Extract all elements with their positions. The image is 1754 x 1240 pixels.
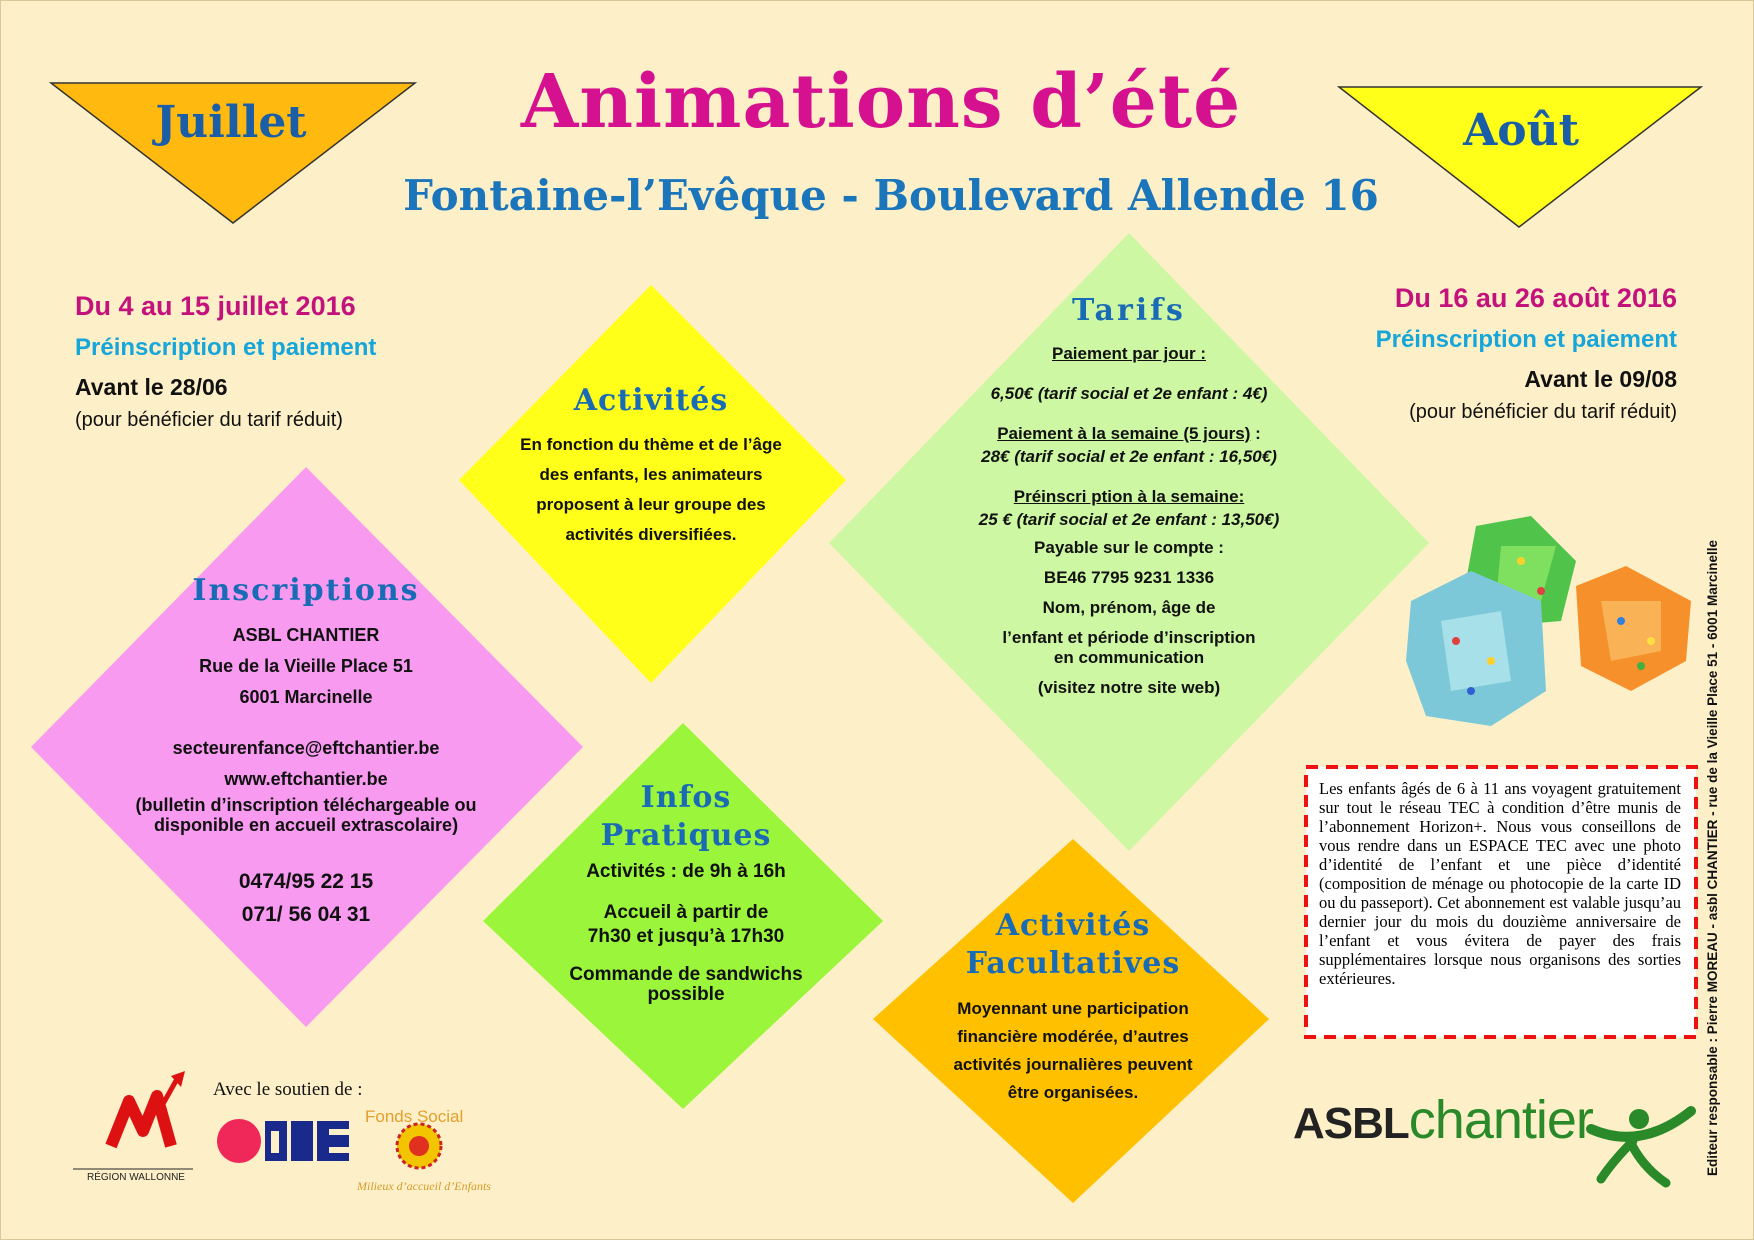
tarifs-semaine-value: 28€ (tarif social et 2e enfant : 16,50€) [981, 447, 1277, 466]
infos-hours: Activités : de 9h à 16h [586, 861, 786, 882]
region-wallonne-text: RÉGION WALLONNE [87, 1172, 185, 1183]
inscriptions-phone1: 0474/95 22 15 [238, 870, 374, 893]
facultatives-title-line1: Activités [995, 908, 1151, 943]
inscriptions-contact [101, 733, 511, 795]
tarifs-title: Tarifs [1072, 293, 1186, 328]
tarifs-preinscri-value: 25 € (tarif social et 2e enfant : 13,50€) [978, 510, 1280, 529]
page-title: Animations d’été [520, 59, 1242, 145]
facultatives-text [913, 995, 1233, 1107]
facultatives-section [913, 907, 1233, 1107]
infos-accueil [541, 901, 831, 949]
tarifs-semaine-colon: : [1250, 424, 1261, 443]
tarifs-semaine-label: Paiement à la semaine (5 jours) [997, 424, 1251, 443]
facultatives-line: financière modérée, d’autres [957, 1027, 1189, 1046]
inscriptions-phone2: 071/ 56 04 31 [241, 903, 371, 926]
tarifs-comm3: en communication [1053, 648, 1205, 667]
sponsors-label: Avec le soutien de : [213, 1079, 363, 1100]
july-dates: Du 4 au 15 juillet 2016 [75, 291, 356, 321]
tarifs-preinscri-label: Préinscri ption à la semaine: [1013, 487, 1245, 506]
tarifs-jour-value: 6,50€ (tarif social et 2e enfant : 4€) [990, 384, 1268, 403]
activites-line: des enfants, les animateurs [539, 465, 763, 484]
logo-chantier: chantier [1408, 1090, 1593, 1150]
tarifs-semaine-label-row [929, 424, 1329, 444]
infos-sandwich-line2: possible [647, 984, 725, 1005]
august-deadline: Avant le 09/08 [1524, 366, 1677, 392]
infos-title-line1: Infos [640, 780, 732, 815]
facultatives-title [913, 907, 1233, 983]
asbl-chantier-logo [1293, 1089, 1593, 1151]
inscriptions-phones [101, 865, 511, 931]
fonds-social-subtext: Milieux d’accueil d’Enfants [357, 1179, 491, 1193]
august-dates: Du 16 au 26 août 2016 [1394, 283, 1677, 313]
editor-text: Editeur responsable : Pierre MOREAU - asbl CHANTIER - rue de la Vieille Place 51 - 6001 Marcinelle [1705, 540, 1720, 1176]
fonds-social-text: Fonds Social [365, 1107, 464, 1126]
activites-line: activités diversifiées. [565, 525, 737, 544]
facultatives-line: Moyennant une participation [957, 999, 1189, 1018]
july-label: Juillet [155, 97, 307, 148]
tec-note: Les enfants âgés de 6 à 11 ans voyagent gratuitement sur tout le réseau TEC à condition d’être munis de l’abonnement Horizon+. Nous vous conseillons de vous rendre dans un ESPACE TEC avec une photo d’identité de l’enfant et une pièce d’identité (composition de ménage ou photocopie de la carte ID ou du passeport). Cet abonnement est valable jusqu’au dernier jour du mois du douzième anniversaire de l’enfant et vous évitera de payer des frais supplémentaires lorsque nous organisons des sorties extérieures. [1319, 779, 1681, 988]
activites-title: Activités [573, 383, 729, 418]
tarifs-account: BE46 7795 9231 1336 [1043, 568, 1215, 587]
tarifs-comm2: l’enfant et période d’inscription [1002, 628, 1256, 647]
inscriptions-email[interactable]: secteurenfance@eftchantier.be [172, 738, 440, 758]
infos-sandwich-line1: Commande de sandwichs [569, 964, 803, 985]
inscriptions-org: ASBL CHANTIER [232, 625, 380, 645]
july-deadline: Avant le 28/06 [75, 374, 228, 400]
infos-accueil-line1: Accueil à partir de [603, 902, 769, 923]
inscriptions-bulletin-line2: disponible en accueil extrascolaire) [153, 815, 459, 835]
inscriptions-bulletin-line1: (bulletin d’inscription téléchargeable ou [135, 795, 477, 815]
july-preinscription: Préinscription et paiement [75, 334, 377, 361]
facultatives-line: activités journalières peuvent [953, 1055, 1193, 1074]
fonds-social-logo [397, 1124, 441, 1168]
july-note: (pour bénéficier du tarif réduit) [75, 409, 343, 431]
infos-title-line2: Pratiques [600, 818, 772, 853]
origami-image [1406, 516, 1691, 726]
activites-text [489, 430, 813, 550]
inscriptions-city: 6001 Marcinelle [239, 687, 373, 707]
region-wallonne-logo [73, 1071, 193, 1169]
inscriptions-address [101, 620, 511, 713]
tarifs-payable: Payable sur le compte : [1034, 538, 1224, 557]
logo-asbl: ASBL [1293, 1099, 1409, 1148]
activites-line: proposent à leur groupe des [536, 495, 766, 514]
facultatives-title-line2: Facultatives [965, 946, 1181, 981]
infos-title [541, 779, 831, 855]
infos-section [541, 779, 831, 1005]
chantier-figure-icon [1591, 1109, 1691, 1183]
tarifs-comm1: Nom, prénom, âge de [1042, 598, 1216, 617]
inscriptions-bulletin [101, 795, 511, 835]
facultatives-line: être organisées. [1007, 1083, 1139, 1102]
tarifs-jour-label: Paiement par jour : [1052, 344, 1206, 363]
inscriptions-street: Rue de la Vieille Place 51 [199, 656, 413, 676]
one-logo [217, 1119, 349, 1163]
infos-sandwich [541, 965, 831, 1005]
page-subtitle: Fontaine-l’Evêque - Boulevard Allende 16 [403, 171, 1379, 220]
august-label: Août [1463, 105, 1579, 156]
tarifs-web: (visitez notre site web) [1037, 678, 1221, 697]
inscriptions-website[interactable]: www.eftchantier.be [224, 769, 388, 789]
activites-line: En fonction du thème et de l’âge [520, 435, 782, 454]
tarifs-section [929, 293, 1329, 698]
activites-section [489, 383, 813, 550]
inscriptions-section [101, 573, 511, 931]
august-note: (pour bénéficier du tarif réduit) [1409, 401, 1677, 423]
august-preinscription: Préinscription et paiement [1375, 326, 1677, 353]
july-info [75, 291, 475, 432]
infos-accueil-line2: 7h30 et jusqu’à 17h30 [587, 926, 785, 947]
inscriptions-title: Inscriptions [192, 573, 420, 608]
